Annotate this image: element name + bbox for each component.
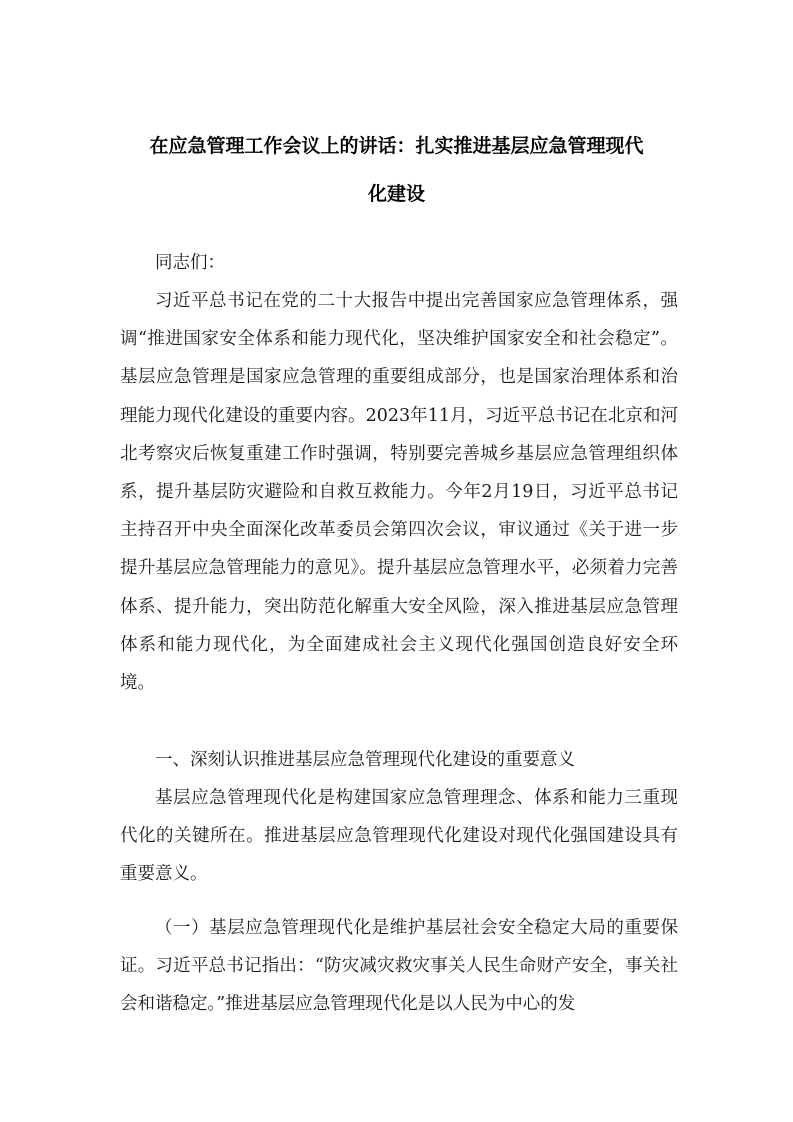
document-title-line-2: 化建设 xyxy=(367,183,425,205)
paragraph-1: 习近平总书记在党的二十大报告中提出完善国家应急管理体系，强调“推进国家安全体系和能力现代化，坚决维护国家安全和社会稳定”。基层应急管理是国家应急管理的重要组成部分，也是国家治理体系和治理能力现代化建设的重要内容。2023年11月，习近平总书记在北京和河北考察灾后恢复重建工作时强调，特别要完善城乡基层应急管理组织体系，提升基层防灾避险和自救互救能力。今年2月19日，习近平总书记主持召开中央全面深化改革委员会第四次会议，审议通过《关于进一步提升基层应急管理能力的意见》。提升基层应急管理水平，必须着力完善体系、提升能力，突出防范化解重大安全风险，深入推进基层应急管理体系和能力现代化，为全面建成社会主义现代化强国创造良好安全环境。 xyxy=(120,291,678,694)
greeting: 同志们： xyxy=(155,253,225,273)
paragraph-3: （一）基层应急管理现代化是维护基层社会安全稳定大局的重要保证。习近平总书记指出：“防灾减灾救灾事关人民生命财产安全，事关社会和谐稳定。”推进基层应急管理现代化是以人民为中心的发 xyxy=(120,918,678,1015)
document-title-line-1: 在应急管理工作会议上的讲话：扎实推进基层应急管理现代 xyxy=(149,135,644,157)
paragraph-2: 基层应急管理现代化是构建国家应急管理理念、体系和能力三重现代化的关键所在。推进基层应急管理现代化建设对现代化强国建设具有重要意义。 xyxy=(120,788,678,885)
section-heading-1: 一、深刻认识推进基层应急管理现代化建设的重要意义 xyxy=(155,750,575,770)
